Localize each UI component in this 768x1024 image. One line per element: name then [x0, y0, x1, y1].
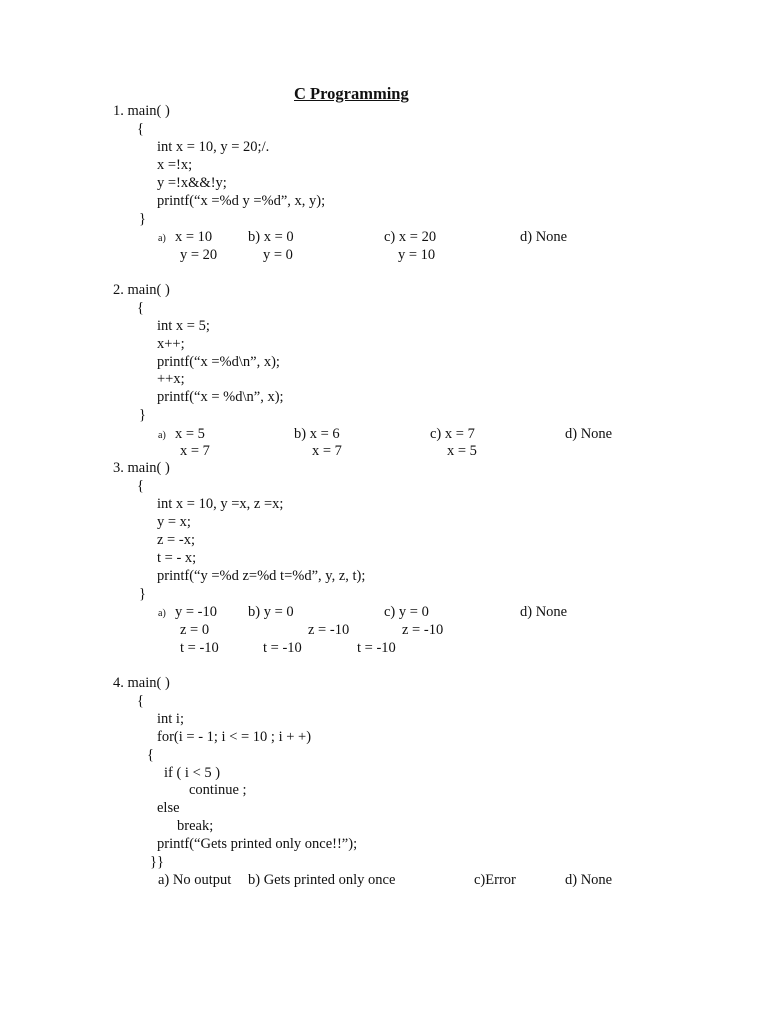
q3-option-a-marker: a) [158, 608, 166, 619]
q1-option-a-marker: a) [158, 233, 166, 244]
q4-code-line: if ( i < 5 ) [164, 765, 221, 781]
q3-option-a-line2: z = 0 [180, 622, 210, 638]
q2-code-line: printf(“x = %d\n”, x); [157, 389, 284, 405]
q4-code-line: break; [177, 818, 214, 834]
q3-code-line: z = -x; [157, 532, 195, 548]
q3-code-line: int x = 10, y =x, z =x; [157, 496, 284, 512]
page-title: C Programming [294, 84, 409, 103]
q1-option-c-line2: y = 10 [398, 247, 436, 263]
q3-option-c-line1: c) y = 0 [384, 604, 429, 620]
q1-code-line: y =!x&&!y; [157, 175, 227, 191]
q1-code-line: printf(“x =%d y =%d”, x, y); [157, 193, 326, 209]
q2-code-line: x++; [157, 336, 185, 352]
q2-open-brace: { [137, 300, 144, 316]
q2-option-b-line2: x = 7 [312, 443, 342, 459]
q2-close-brace: } [139, 407, 146, 423]
q1-option-a-line2: y = 20 [180, 247, 218, 263]
q3-open-brace: { [137, 478, 144, 494]
q2-option-c-line2: x = 5 [447, 443, 477, 459]
q3-heading: 3. main( ) [113, 460, 170, 476]
q1-option-b-line2: y = 0 [263, 247, 293, 263]
q2-code-line: int x = 5; [157, 318, 210, 334]
q4-option-a: a) No output [158, 872, 232, 888]
q1-option-a-line1: x = 10 [175, 229, 213, 245]
q4-code-line: for(i = - 1; i < = 10 ; i + +) [157, 729, 312, 745]
q3-option-c-line3: t = -10 [357, 640, 396, 656]
q2-code-line: ++x; [157, 371, 185, 387]
q3-code-line: printf(“y =%d z=%d t=%d”, y, z, t); [157, 568, 366, 584]
q3-option-a-line3: t = -10 [180, 640, 219, 656]
q4-code-line: printf(“Gets printed only once!!”); [157, 836, 358, 852]
q1-option-b-line1: b) x = 0 [248, 229, 294, 245]
q4-option-c: c)Error [474, 872, 516, 888]
q3-close-brace: } [139, 586, 146, 602]
q1-open-brace: { [137, 121, 144, 137]
q4-code-line: else [157, 800, 180, 816]
q4-option-b: b) Gets printed only once [248, 872, 396, 888]
q4-code-line: int i; [157, 711, 184, 727]
q2-option-b-line1: b) x = 6 [294, 426, 340, 442]
q3-code-line: y = x; [157, 514, 191, 530]
q1-option-d: d) None [520, 229, 568, 245]
q3-option-a-line1: y = -10 [175, 604, 218, 620]
q3-option-b-line2: z = -10 [308, 622, 350, 638]
q4-code-line: }} [150, 854, 164, 870]
q2-code-line: printf(“x =%d\n”, x); [157, 354, 280, 370]
q3-option-d: d) None [520, 604, 568, 620]
q2-option-d: d) None [565, 426, 613, 442]
q4-open-brace: { [137, 693, 144, 709]
q1-close-brace: } [139, 211, 146, 227]
q1-code-line: x =!x; [157, 157, 193, 173]
q2-option-a-marker: a) [158, 430, 166, 441]
q4-heading: 4. main( ) [113, 675, 170, 691]
q1-heading: 1. main( ) [113, 103, 170, 119]
q2-option-c-line1: c) x = 7 [430, 426, 475, 442]
q3-option-b-line3: t = -10 [263, 640, 302, 656]
q4-code-line: { [147, 747, 154, 763]
q3-code-line: t = - x; [157, 550, 197, 566]
q2-option-a-line1: x = 5 [175, 426, 205, 442]
q4-code-line: continue ; [189, 782, 247, 798]
q1-code-line: int x = 10, y = 20;/. [157, 139, 270, 155]
q4-option-d: d) None [565, 872, 613, 888]
q2-option-a-line2: x = 7 [180, 443, 210, 459]
q3-option-c-line2: z = -10 [402, 622, 444, 638]
q2-heading: 2. main( ) [113, 282, 170, 298]
q1-option-c-line1: c) x = 20 [384, 229, 437, 245]
q3-option-b-line1: b) y = 0 [248, 604, 294, 620]
